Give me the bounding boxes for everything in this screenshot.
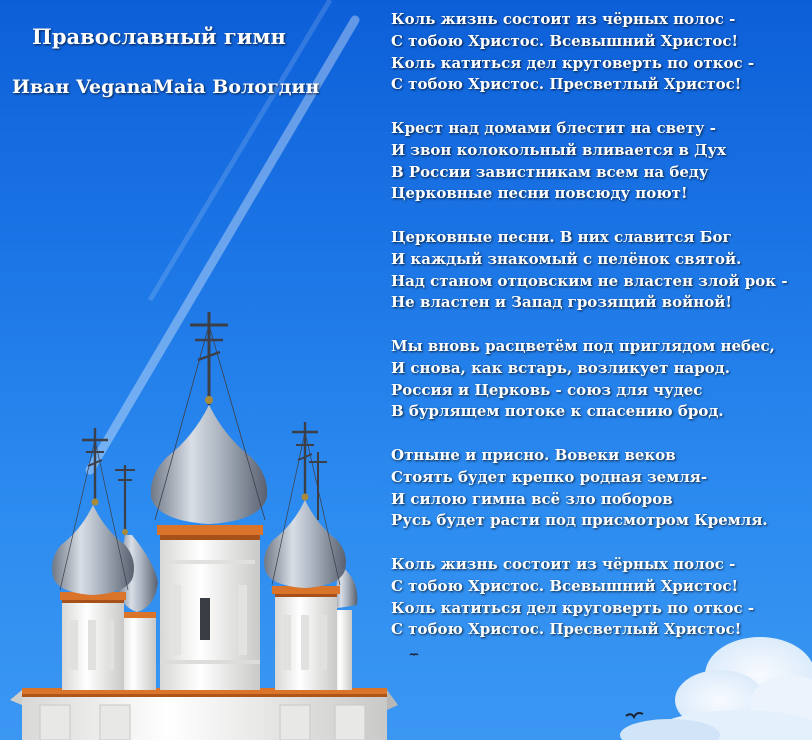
poem-line: Коль катиться дел круговерть по откос -: [391, 53, 755, 72]
poem-line: С тобою Христос. Всевышний Христос!: [391, 576, 739, 595]
stanza: [391, 9, 809, 96]
poem-line: И звон колокольный вливается в Дух: [391, 140, 727, 159]
poem-line: И каждый знакомый с пелёнок святой.: [391, 249, 742, 268]
poem-line: Не властен и Запад грозящий войной!: [391, 293, 732, 312]
poem-line: В бурлящем потоке к спасению брод.: [391, 402, 724, 421]
poem-line: В России завистникам всем на беду: [391, 162, 709, 181]
stanza: [391, 445, 809, 532]
poem-line: Коль жизнь состоит из чёрных полос -: [391, 10, 736, 28]
poem-text: [391, 9, 809, 663]
stanza: [391, 336, 809, 423]
stanza: [391, 118, 809, 205]
dome-center: [151, 312, 267, 690]
stanza: [391, 227, 809, 314]
poem-line: Коль жизнь состоит из чёрных полос -: [391, 554, 736, 573]
poem-line: И снова, как встарь, возликует народ.: [391, 358, 730, 377]
bird-icon: [626, 713, 643, 717]
poem-line: Над станом отцовским не властен злой рок -: [391, 271, 788, 290]
poem-line: Отныне и присно. Вовеки веков: [391, 445, 676, 464]
poem-line: Русь будет расти под присмотром Кремля.: [391, 511, 768, 530]
dome-right-front: [264, 422, 346, 690]
poem-line: Стоять будет крепко родная земля-: [391, 467, 708, 486]
poem-line: Мы вновь расцветём под приглядом небес,: [391, 336, 775, 355]
poem-line: Церковные песни. В них славится Бог: [391, 227, 732, 246]
poem-line: Россия и Церковь - союз для чудес: [391, 380, 703, 399]
poem-line: Церковные песни повсюду поют!: [391, 184, 688, 203]
poem-line: Крест над домами блестит на свету -: [391, 118, 716, 137]
stanza: [391, 554, 809, 641]
poem-title: Православный гимн: [32, 24, 286, 49]
poem-line: С тобою Христос. Пресветлый Христос!: [391, 620, 742, 639]
poem-line: Коль катиться дел круговерть по откос -: [391, 598, 755, 617]
poem-line: С тобою Христос. Всевышний Христос!: [391, 31, 739, 50]
church-base: [10, 688, 398, 740]
poem-line: И силою гимна всё зло поборов: [391, 489, 673, 508]
poem-author: Иван VeganaMaia Вологдин: [12, 76, 320, 98]
poem-line: С тобою Христос. Пресветлый Христос!: [391, 75, 742, 94]
